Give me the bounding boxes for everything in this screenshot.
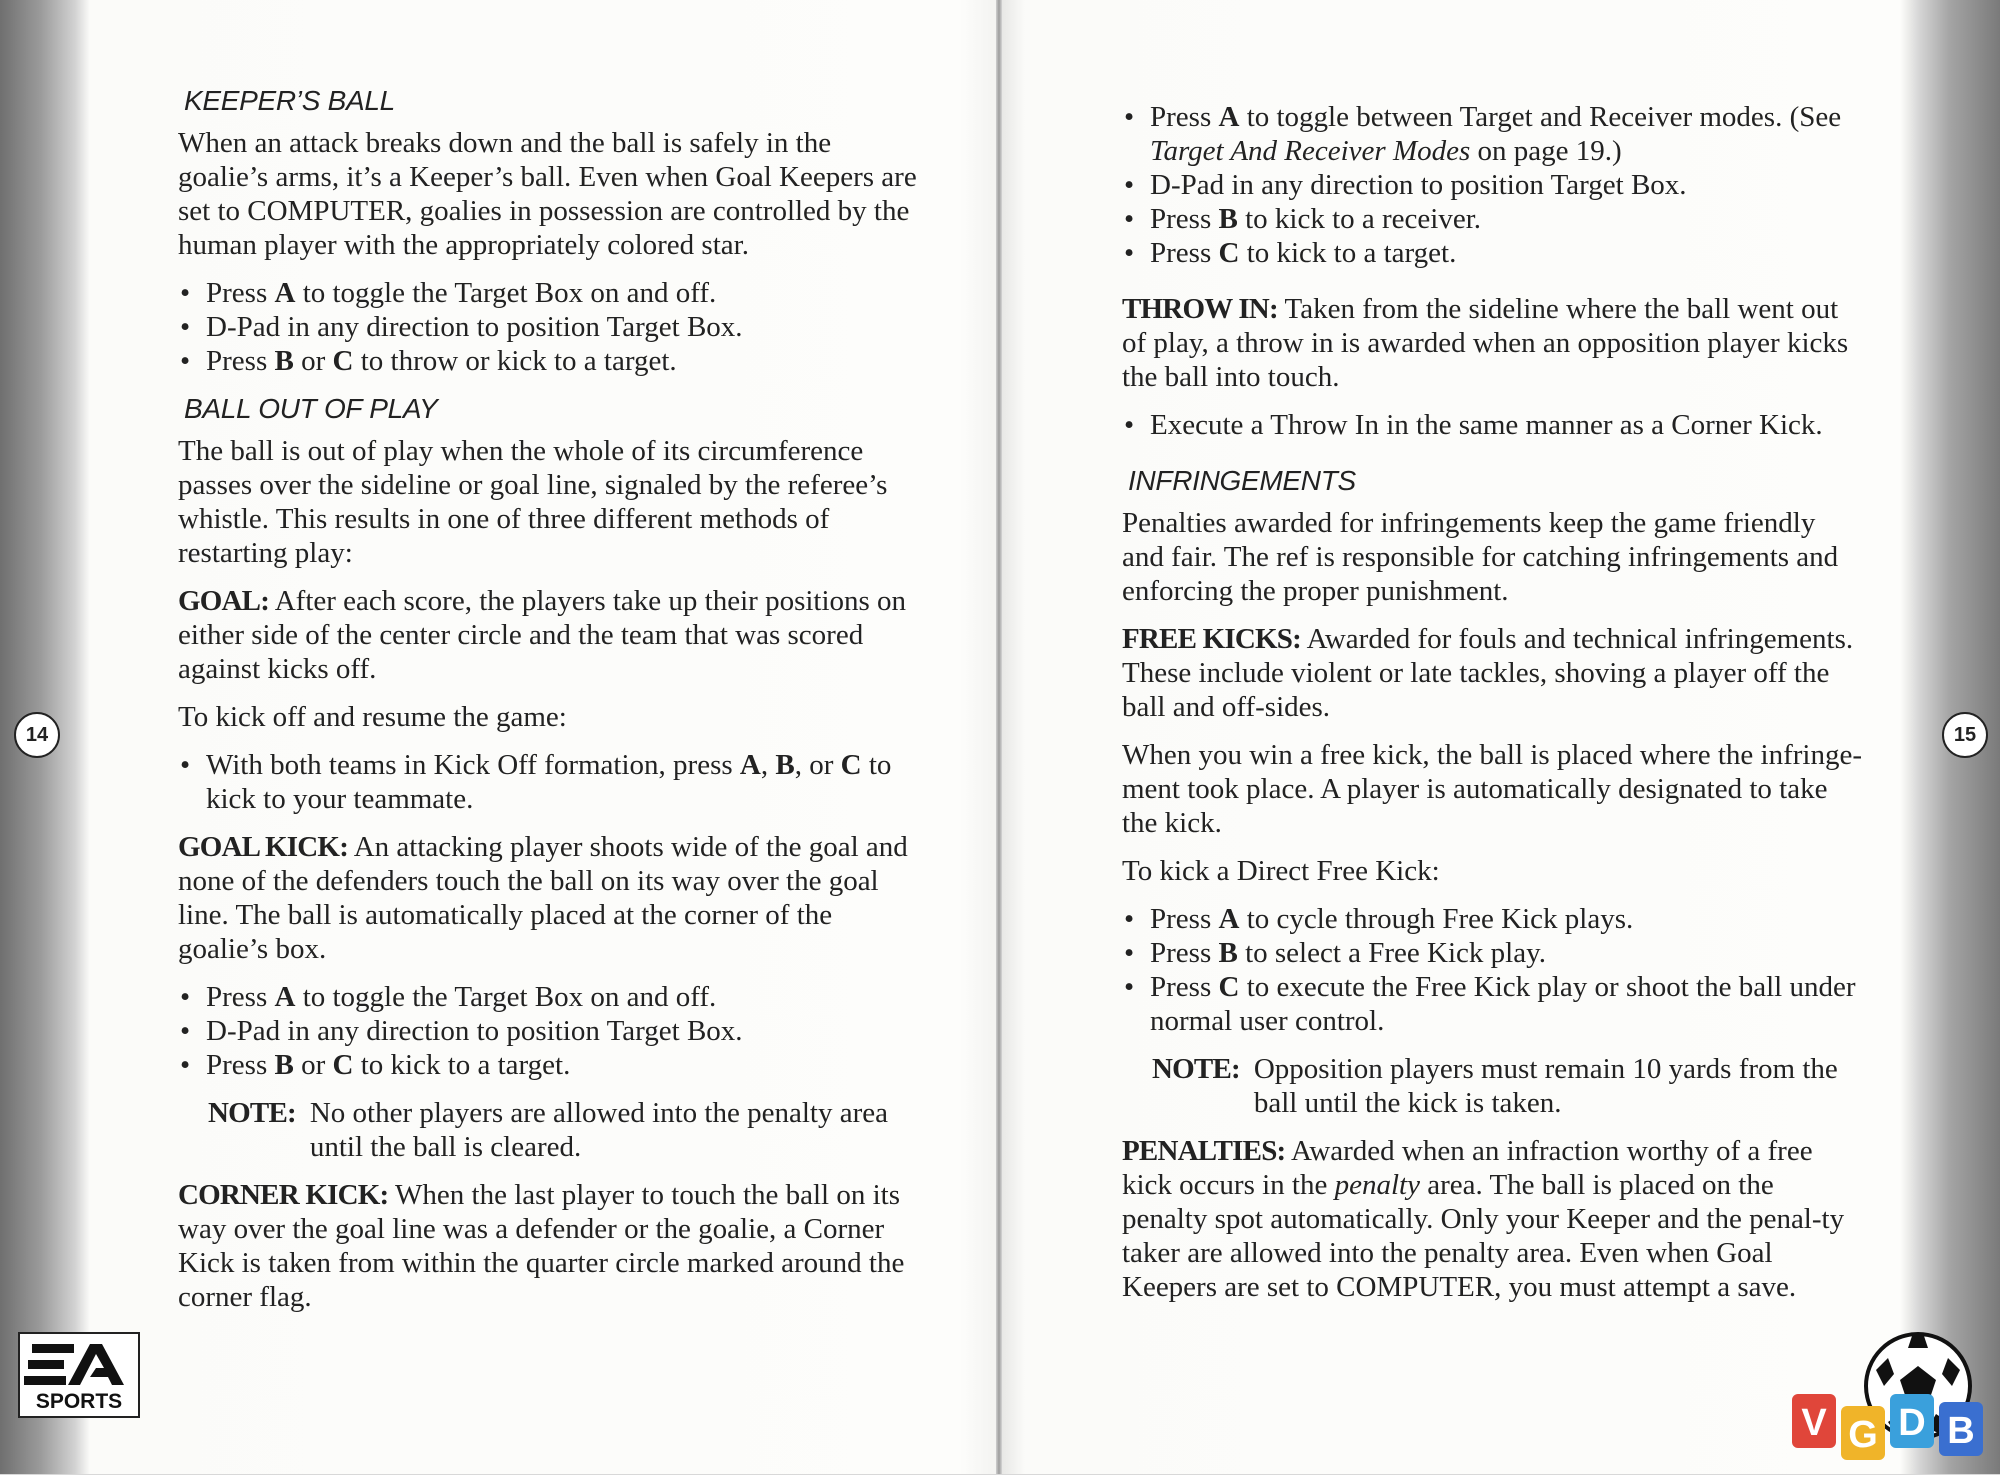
vgdb-letter-b: B: [1947, 1410, 1975, 1452]
left-column: [178, 84, 923, 1328]
note-penalty-area: NOTE: No other players are allowed into the penalty area until the ball is cleared.: [208, 1097, 888, 1163]
list-item: • With both teams in Kick Off formation, press A, B, or C to kick to your teammate.: [178, 748, 923, 816]
keepers-ball-paragraph: When an attack breaks down and the ball is safely in the goalie’s arms, it’s a Keeper’s ball. Even when Goal Keepers are set to COMPUTER, goalies in possession are controlled by the human player with the appropriately colored star.: [178, 127, 917, 261]
goal-kick-controls: [178, 980, 923, 1082]
page-number-left: 14: [14, 712, 60, 758]
vgdb-letter-g: G: [1848, 1414, 1878, 1456]
direct-free-kick-intro: To kick a Direct Free Kick:: [1122, 855, 1440, 887]
ball-out-paragraph: The ball is out of play when the whole of its circumference passes over the sideline or goal line, signaled by the referee’s whistle. This results in one of three different methods of restarting play:: [178, 435, 888, 569]
infringements-paragraph: Penalties awarded for infringements keep the game friendly and fair. The ref is responsible for catching infringements and enforcing the proper punishment.: [1122, 507, 1839, 607]
vgdb-watermark: [1788, 1330, 1988, 1470]
heading-infringements: INFRINGEMENTS: [1128, 465, 1356, 496]
list-item: • Press B to select a Free Kick play.: [1122, 936, 1862, 970]
heading-ball-out-of-play: BALL OUT OF PLAY: [184, 393, 438, 424]
book-spine: [996, 0, 1002, 1474]
ea-logo-text: SPORTS: [35, 1390, 123, 1413]
ea-sports-logo: [18, 1332, 140, 1418]
ea-logo-icon: [20, 1334, 138, 1416]
target-controls: [1122, 100, 1862, 270]
note-ten-yards: NOTE: Opposition players must remain 10 yards from the ball until the kick is taken.: [1152, 1053, 1838, 1119]
list-item: • Press A to cycle through Free Kick plays.: [1122, 902, 1862, 936]
throw-in-controls: [1122, 408, 1862, 442]
throw-in-paragraph: THROW IN: Taken from the sideline where the ball went out of play, a throw in is awarded when an opposition player kicks the ball into touch.: [1122, 293, 1849, 393]
list-item: • Press A to toggle between Target and Receiver modes. (See Target And Receiver Modes on page 19.): [1122, 100, 1862, 168]
goal-kick-paragraph: GOAL KICK: An attacking player shoots wide of the goal and none of the defenders touch the ball on its way over the goal line. The ball is automatically placed at the corner of the goalie’s box.: [178, 831, 908, 965]
list-item: • Execute a Throw In in the same manner as a Corner Kick.: [1122, 408, 1862, 442]
right-column: [1122, 100, 1862, 1318]
page-number-right: 15: [1942, 712, 1988, 758]
list-item: • Press C to kick to a target.: [1122, 236, 1862, 270]
list-item: • Press A to toggle the Target Box on and off.: [178, 276, 923, 310]
list-item: • D-Pad in any direction to position Target Box.: [1122, 168, 1862, 202]
heading-keepers-ball: KEEPER’S BALL: [184, 85, 395, 116]
vgdb-letter-d: D: [1898, 1402, 1926, 1444]
list-item: • Press B or C to kick to a target.: [178, 1048, 923, 1082]
penalties-paragraph: PENALTIES: Awarded when an infraction worthy of a free kick occurs in the penalty area. The ball is placed on the penalty spot automatically. Only your Keeper and the penal-ty taker are allowed into the penalty area. Even when Goal Keepers are set to COMPUTER, you must attempt a save.: [1122, 1135, 1845, 1303]
kickoff-controls: [178, 748, 923, 816]
list-item: • Press B or C to throw or kick to a target.: [178, 344, 923, 378]
list-item: • Press B to kick to a receiver.: [1122, 202, 1862, 236]
vgdb-letter-v: V: [1801, 1402, 1827, 1444]
list-item: • D-Pad in any direction to position Target Box.: [178, 1014, 923, 1048]
free-kick-controls: [1122, 902, 1862, 1038]
list-item: • Press C to execute the Free Kick play or shoot the ball under normal user control.: [1122, 970, 1862, 1038]
list-item: • Press A to toggle the Target Box on and off.: [178, 980, 923, 1014]
soccer-ball-icon: [1788, 1330, 1988, 1470]
goal-paragraph: GOAL: After each score, the players take up their positions on either side of the center circle and the team that was scored against kicks off.: [178, 585, 907, 685]
corner-kick-paragraph: CORNER KICK: When the last player to touch the ball on its way over the goal line was a defender or the goalie, a Corner Kick is taken from within the quarter circle marked around the corner flag.: [178, 1179, 905, 1313]
free-kicks-paragraph: FREE KICKS: Awarded for fouls and technical infringements. These include violent or late tackles, shoving a player off the ball and off-sides.: [1122, 623, 1854, 723]
list-item: • D-Pad in any direction to position Target Box.: [178, 310, 923, 344]
win-free-kick-paragraph: When you win a free kick, the ball is placed where the infringe-ment took place. A player is automatically designated to take the kick.: [1122, 739, 1863, 839]
kickoff-intro: To kick off and resume the game:: [178, 701, 567, 733]
keepers-ball-controls: [178, 276, 923, 378]
